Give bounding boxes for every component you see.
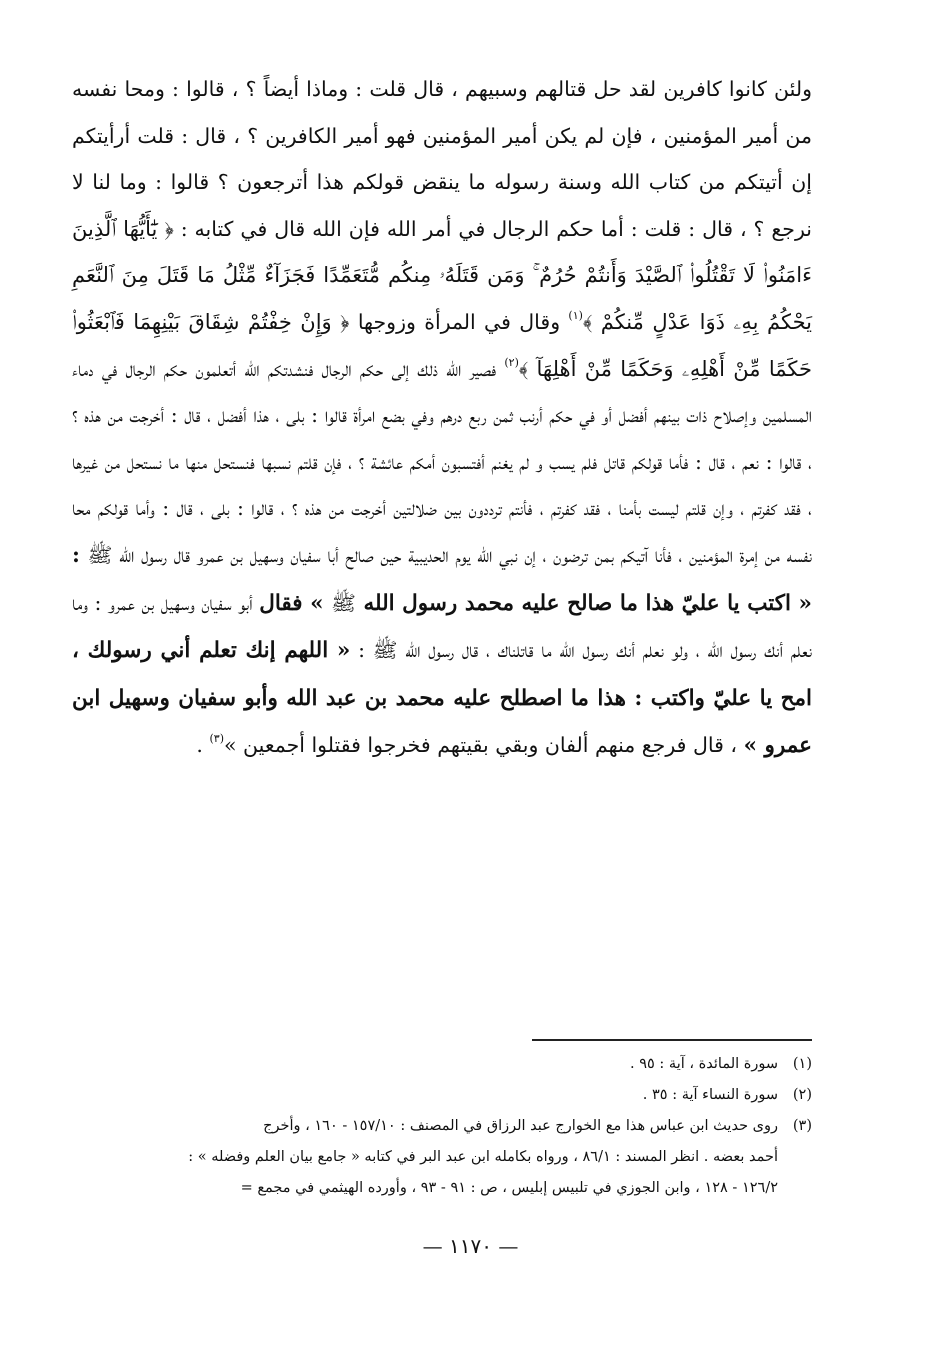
footnote-2 [80,1080,812,1111]
text-line: ومحا نفسه من أمير المؤمنين ، فإن لم يكن أمير المؤمنين فهو أمير الكافرين ؟ ، [72,77,812,148]
text-line: أترجعون ؟ قالوا : وما لنا لا نرجع ؟ ، قال : قلت : أما حكم الرجال في أمر الله [72,170,812,241]
text-line: دماء المسلمين وإصلاح ذات بينهم أفضل أو في حكم أرنب ثمن ربع [72,356,812,428]
salla-glyph: ﷺ [331,590,356,615]
footnote-3 [80,1111,812,1142]
text-line: درهم وفي بضع امرأة قالوا : بلى ، هذا أفضل ، قال : أخرجت من هذه ؟ ، [72,403,812,474]
footnote-ref-2: (٢) [504,355,519,369]
footnote-divider [532,1039,812,1041]
quran-verse-2: ﴿ وَإِنْ خِفْتُمْ شِقَاقَ بَيْنِهِمَا فَٱبْعَثُوا۟ حَكَمًا مِّنْ أَهْلِهِۦ وَحَكَمًا مِّنْ أَهْلِهَآ ﴾ [72,309,812,381]
footnote-3-continued: أحمد بعضه . انظر المسند : ٨٦/١ ، ورواه بكامله ابن عبد البر في كتابه « جامع بيان العلم وفضله » : [188,1149,778,1165]
bold-quote-1-end: » [302,590,332,616]
footnote-number: (٢) [792,1087,812,1103]
salla-glyph: ﷺ [87,542,113,567]
footnote-number: (٣) [792,1118,812,1134]
footnote-3-continued: ١٢٦/٢ - ١٢٨ ، وابن الجوزي في تلبيس إبليس ، ص : ٩١ - ٩٣ ، وأورده الهيثمي في مجمع = [240,1180,778,1196]
footnote-text: سورة النساء آية : ٣٥ . [642,1087,778,1103]
text-line: ولئن كانوا كافرين لقد حل قتالهم وسبيهم ، قال قلت : وماذا أيضاً ؟ ، قالوا : [172,77,812,101]
bold-quote-2: « اللهم إنك تعلم أني رسولك ، امح يا عليّ واكتب : هذا ما اصطلح عليه محمد بن عبد الله وأبو سفيان وسهيل ابن عمرو » [72,638,812,759]
footnote-number: (١) [792,1056,812,1072]
page-number: — ١١٧٠ — [422,1234,519,1258]
text-segment: . [196,733,210,758]
footnote-text: سورة المائدة ، آية : ٩٥ . [630,1056,778,1072]
text-line: أبو سفيان وسهيل بن عمرو : وما نعلم أنك رسول الله ، ولو نعلم أنك [72,590,812,663]
text-line: فإن قلتم نسبها فنستحل منها ما نستحل من غيرها ، فقد كفرتم ، وإن قلتم ليست [72,449,812,521]
text-segment: وقال في المرأة وزوجها [357,309,569,334]
bold-quote-1: : « اكتب يا عليّ هذا ما صالح عليه محمد رسول الله [72,542,812,616]
footnote-text: روى حديث ابن عباس هذا مع الخوارج عبد الرزاق في المصنف : ١٥٧/١٠ - ١٦٠ ، وأخرج [263,1118,778,1134]
main-text [72,66,812,770]
text-line: قالوا : نعم ، قال : فأما قولكم قاتل فلم يسب و لم يغنم أفتسبون أمكم عائشة ؟ ، [348,449,802,474]
text-line: إن نبي الله يوم الحديبية حين صالح أبا سفيان وسهيل بن عمرو قال رسول الله [119,542,536,567]
text-segment: رسول الله ما قاتلناك ، قال رسول الله [397,638,609,663]
body-paragraph [72,66,812,770]
footnote-ref-1: (١) [568,308,583,322]
text-line: بأمنا ، فقد كفرتم ، فأنتم ترددون بين ضلالتين أخرجت من هذه ؟ ، قالوا : [236,496,642,521]
footnote-ref-3: (٣) [209,732,224,746]
quran-verse-1: ﴿ يَٰٓأَيُّهَا ٱلَّذِينَ ءَامَنُوا۟ لَا تَقْتُلُوا۟ ٱلصَّيْدَ وَأَنتُمْ حُرُمٌ ۚ وَمَن قَتَلَهُۥ مِنكُم مُّتَعَمِّدًا فَجَزَآءٌ مِّثْلُ مَا قَتَلَ مِنَ ٱلنَّعَمِ يَحْكُمُ بِهِۦ ذَوَا عَدْلٍ مِّنكُمْ ﴾ [72,216,812,334]
footnote-1 [80,1049,812,1080]
text-line: فصير الله ذلك إلى حكم الرجال فنشدتكم الله أتعلمون حكم الرجال في [101,356,497,381]
text-line: فإن الله قال في كتابه : [173,216,380,241]
footnotes [80,1049,812,1204]
text-segment: فقال [259,590,303,616]
text-segment: ، قال فرجع منهم ألفان وبقي بقيتهم فخرجوا فقتلوا أجمعين » [223,733,744,758]
text-line: قال : قلت أرأيتكم إن أتيتكم من كتاب الله وسنة رسوله ما ينقض قولكم هذا [72,123,812,195]
text-segment: : [350,638,373,663]
text-line: بلى ، قال : وأما قولكم محا نفسه من إمرة المؤمنين ، فأنا آتيكم بمن ترضون ، [72,496,813,567]
salla-glyph: ﷺ [372,638,398,663]
